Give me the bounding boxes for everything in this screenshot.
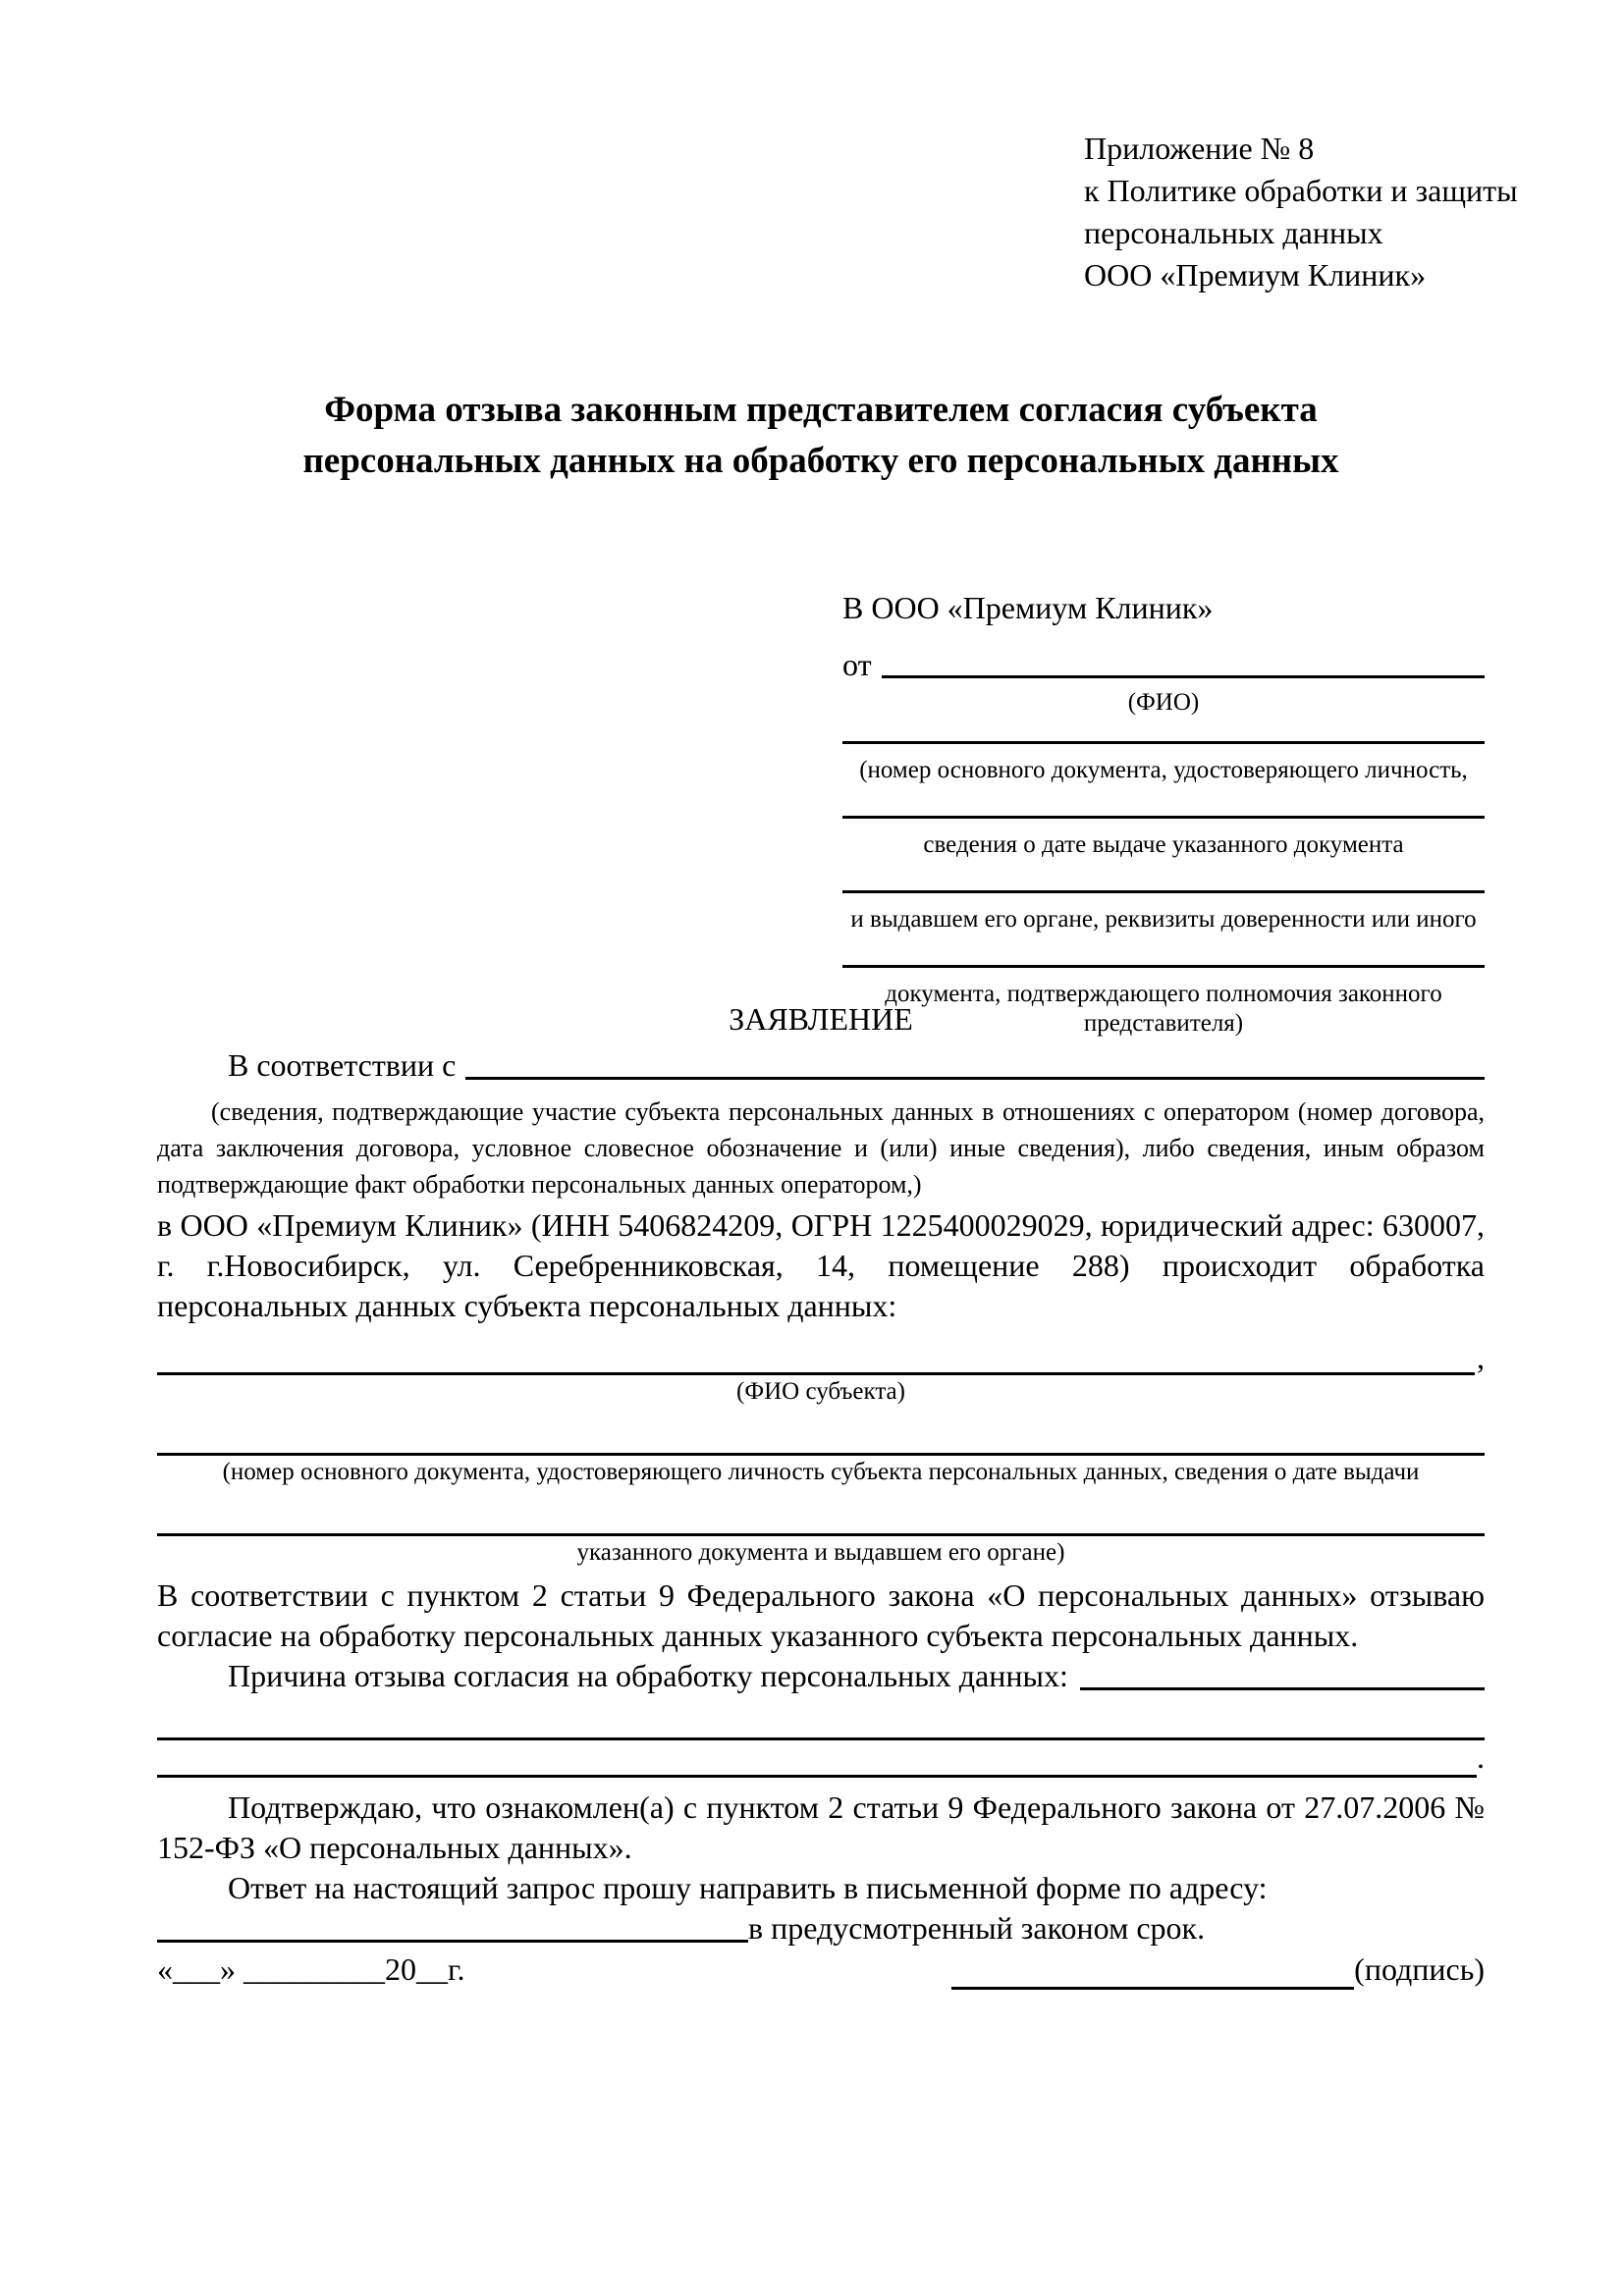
addressee-org: В ООО «Премиум Клиник» xyxy=(842,590,1214,625)
blank-line-row xyxy=(157,1418,1485,1456)
title-line-2: персональных данных на обработку его персональных данных xyxy=(302,441,1339,481)
blank-caption: и выдавшем его органе, реквизиты доверенности или иного xyxy=(850,906,1477,933)
representative-doc-blank-2 xyxy=(842,816,1485,860)
blank-line xyxy=(157,1499,1485,1536)
footer xyxy=(157,1949,1485,1990)
withdraw-paragraph: В соответствии с пунктом 2 статьи 9 Федерального закона «О персональных данных» отзываю согласие на обработку персональных данных указанного субъекта персональных данных. xyxy=(157,1577,1485,1653)
reply-tail: в предусмотренный законом срок. xyxy=(748,1910,1206,1946)
blank-caption: документа, подтверждающего полномочия законного представителя) xyxy=(885,981,1442,1037)
reply-address-blank-line xyxy=(157,1908,748,1943)
appendix-line-1: Приложение № 8 xyxy=(1084,131,1315,166)
title-line-1: Форма отзыва законным представителем согласия субъекта xyxy=(324,390,1318,430)
signature-caption: (подпись) xyxy=(1354,1951,1485,1987)
accordance-prefix: В соответствии с xyxy=(228,1047,457,1083)
reason-blank-line xyxy=(1080,1656,1485,1690)
reason-prefix: Причина отзыва согласия на обработку персональных данных: xyxy=(228,1658,1068,1693)
document-title xyxy=(157,385,1485,487)
blank-line-row xyxy=(157,1338,1485,1375)
reason-blank-line-3 xyxy=(157,1743,1477,1778)
comma-after-line: , xyxy=(1477,1340,1485,1375)
appendix-line-2: к Политике обработки и защиты xyxy=(1084,173,1518,208)
statement-body xyxy=(157,999,1485,1949)
from-label: от xyxy=(842,647,872,682)
operator-paragraph: в ООО «Премиум Клиник» (ИНН 5406824209, ОГРН 1225400029029, юридический адрес: 630007, г. г.Новосибирск, ул. Серебренниковская, 14, помещение 288) происходит обработка персональных данных субъекта персональных данных: xyxy=(157,1207,1485,1323)
confirm-paragraph: Подтверждаю, что ознакомлен(а) с пунктом 2 статьи 9 Федерального закона от 27.07.2006 № 152-ФЗ «О персональных данных». xyxy=(157,1789,1485,1865)
subject-fio-caption: (ФИО субъекта) xyxy=(736,1378,905,1405)
blank-line xyxy=(157,1418,1485,1456)
accordance-row xyxy=(157,1045,1485,1086)
signature-blank-line xyxy=(951,1953,1354,1990)
representative-doc-blank-1 xyxy=(842,741,1485,785)
appendix-line-3: персональных данных xyxy=(1084,215,1383,250)
blank-line xyxy=(842,741,1485,744)
blank-line xyxy=(157,1338,1475,1375)
accordance-footnote: (сведения, подтверждающие участие субъекта персональных данных в отношениях с оператором (номер договора, дата заключения договора, условное словесное обозначение и (или) иные сведения), либо сведения, иным образом подтверждающие факт обработки персональных данных оператором,) xyxy=(157,1097,1485,1199)
reply-address-row xyxy=(157,1908,1485,1949)
from-blank-line xyxy=(882,644,1485,678)
blank-caption: (номер основного документа, удостоверяющего личность, xyxy=(859,757,1468,783)
appendix-header xyxy=(1084,128,1518,296)
blank-line xyxy=(842,816,1485,819)
representative-doc-blank-3 xyxy=(842,890,1485,934)
subject-doc-blank-2 xyxy=(157,1499,1485,1568)
appendix-line-4: ООО «Премиум Клиник» xyxy=(1084,257,1427,293)
signature-group xyxy=(951,1949,1485,1990)
accordance-blank-line xyxy=(465,1045,1485,1080)
date-blank: «___» _________20__г. xyxy=(157,1951,465,1987)
from-row xyxy=(842,644,1485,685)
reason-blank-line-3-row xyxy=(157,1740,1485,1778)
subject-doc-caption-1: (номер основного документа, удостоверяющего личность субъекта персональных данных, сведения о дате выдачи xyxy=(222,1459,1420,1485)
statement-heading: ЗАЯВЛЕНИЕ xyxy=(729,1001,913,1037)
blank-line xyxy=(842,965,1485,968)
reply-paragraph: Ответ на настоящий запрос прошу направить в письменной форме по адресу: xyxy=(228,1870,1268,1905)
blank-caption: сведения о дате выдаче указанного документа xyxy=(923,831,1404,858)
blank-line-row xyxy=(157,1499,1485,1536)
period-after-line: . xyxy=(1477,1739,1485,1775)
reason-row xyxy=(157,1656,1485,1696)
subject-fio-blank xyxy=(157,1338,1485,1407)
subject-doc-caption-2: указанного документа и выдавшем его органе) xyxy=(576,1539,1065,1566)
subject-doc-blank-1 xyxy=(157,1418,1485,1487)
addressee-block xyxy=(842,587,1485,1039)
fio-caption: (ФИО) xyxy=(1127,689,1200,716)
blank-line xyxy=(842,890,1485,893)
